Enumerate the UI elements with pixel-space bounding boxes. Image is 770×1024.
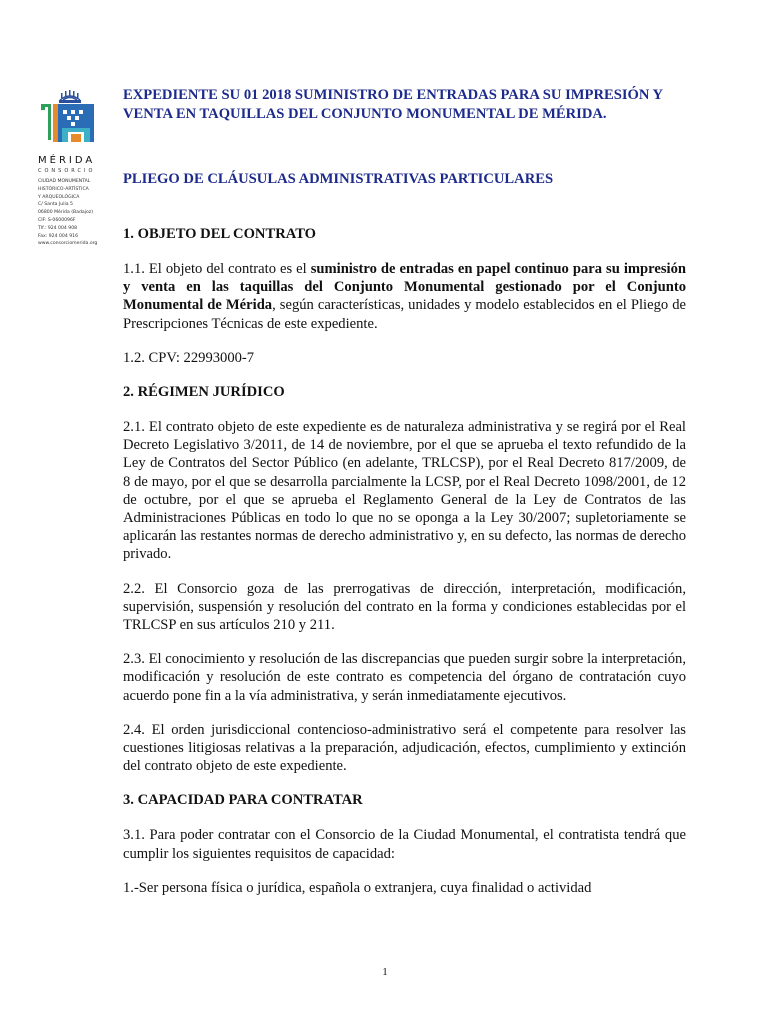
section-heading-capacidad: 3. CAPACIDAD PARA CONTRATAR: [123, 792, 363, 809]
logo-name: MÉRIDA: [38, 155, 96, 166]
clause-2-3: 2.3. El conocimiento y resolución de las discrepancias que pueden surgir sobre la interpretación, modificación y resolución de este contrato es competencia del órgano de contratación cuyo acuerdo pone fin a la vía administrativa, y serán inmediatamente ejecutivos.: [123, 651, 686, 704]
document-title: EXPEDIENTE SU 01 2018 SUMINISTRO DE ENTRADAS PARA SU IMPRESIÓN Y VENTA EN TAQUILLAS DEL CONJUNTO MONUMENTAL DE MÉRIDA.: [123, 87, 663, 122]
letterhead-sidebar: [38, 90, 102, 248]
section-heading-objeto: 1. OBJETO DEL CONTRATO: [123, 226, 317, 242]
address-line: 06800 Mérida (Badajoz): [38, 210, 93, 216]
clause-3-1: 3.1. Para poder contratar con el Consorcio de la Ciudad Monumental, el contratista tendrá que cumplir los siguientes requisitos de capacidad:: [123, 827, 686, 862]
clause-1-1-bold: suministro de entradas en papel continuo para su impresión y venta en las taquillas del Conjunto Monumental gestionado por el Conjunto Monumental de Mérida: [123, 261, 686, 314]
letterhead-contact: [38, 178, 102, 248]
page-number: 1: [382, 966, 388, 978]
consorcio-merida-logo: [38, 90, 98, 146]
logo-subtitle: CONSORCIO: [38, 168, 96, 174]
fax-line: Fax: 924 004 916: [38, 233, 78, 239]
clause-1-1-suffix: , según características, unidades y modelo establecidos en el Pliego de Prescripciones Técnicas de este expediente.: [123, 297, 686, 332]
institution-line: HISTÓRICO-ARTÍSTICA: [38, 186, 89, 192]
clause-1-1: [123, 260, 686, 333]
clause-2-1: 2.1. El contrato objeto de este expediente es de naturaleza administrativa y se regirá por el Real Decreto Legislativo 3/2011, de 14 de noviembre, por el que se aprueba el texto refundido de la Ley de Contratos del Sector Público (en adelante, TRLCSP), por el Real Decreto 817/2009, de 8 de mayo, por el que se desarrolla parcialmente la LCSP, por el Real Decreto 1098/2001, de 12 de octubre, por el que se aprueba el Reglamento General de la Ley de Contratos de las Administraciones Públicas en todo lo que no se oponga a la Ley 30/2007; supletoriamente se aplicarán las restantes normas de derecho administrativo y, en su defecto, las normas de derecho privado.: [123, 419, 686, 563]
phone-line: Tlf.: 924 004 908: [38, 225, 78, 231]
clause-3-1-1: 1.-Ser persona física o jurídica, española o extranjera, cuya finalidad o actividad: [123, 879, 592, 896]
clause-1-1-prefix: 1.1. El objeto del contrato es el: [123, 261, 311, 277]
address-line: C/ Santa Julia 5: [38, 202, 73, 208]
website-link[interactable]: www.consorciomerida.org: [38, 241, 98, 247]
clause-2-4: 2.4. El orden jurisdiccional contencioso-administrativo será el competente para resolver las cuestiones litigiosas relativas a la preparación, adjudicación, efectos, cumplimiento y extinción del contrato objeto de este expediente.: [123, 721, 686, 775]
clause-1-2: 1.2. CPV: 22993000-7: [123, 349, 255, 366]
institution-line: CIUDAD MONUMENTAL: [38, 179, 91, 184]
document-subtitle: PLIEGO DE CLÁUSULAS ADMINISTRATIVAS PARTICULARES: [123, 171, 554, 187]
institution-line: Y ARQUEOLÓGICA: [38, 194, 80, 200]
document-body: [123, 86, 686, 897]
section-heading-regimen: 2. RÉGIMEN JURÍDICO: [123, 384, 285, 401]
cif-line: CIF: S-0600096F: [38, 217, 76, 223]
clause-2-2: 2.2. El Consorcio goza de las prerrogativas de dirección, interpretación, modificación, supervisión, suspensión y resolución del contrato en la forma y condiciones establecidas por el TRLCSP en sus artículos 210 y 211.: [123, 580, 686, 634]
